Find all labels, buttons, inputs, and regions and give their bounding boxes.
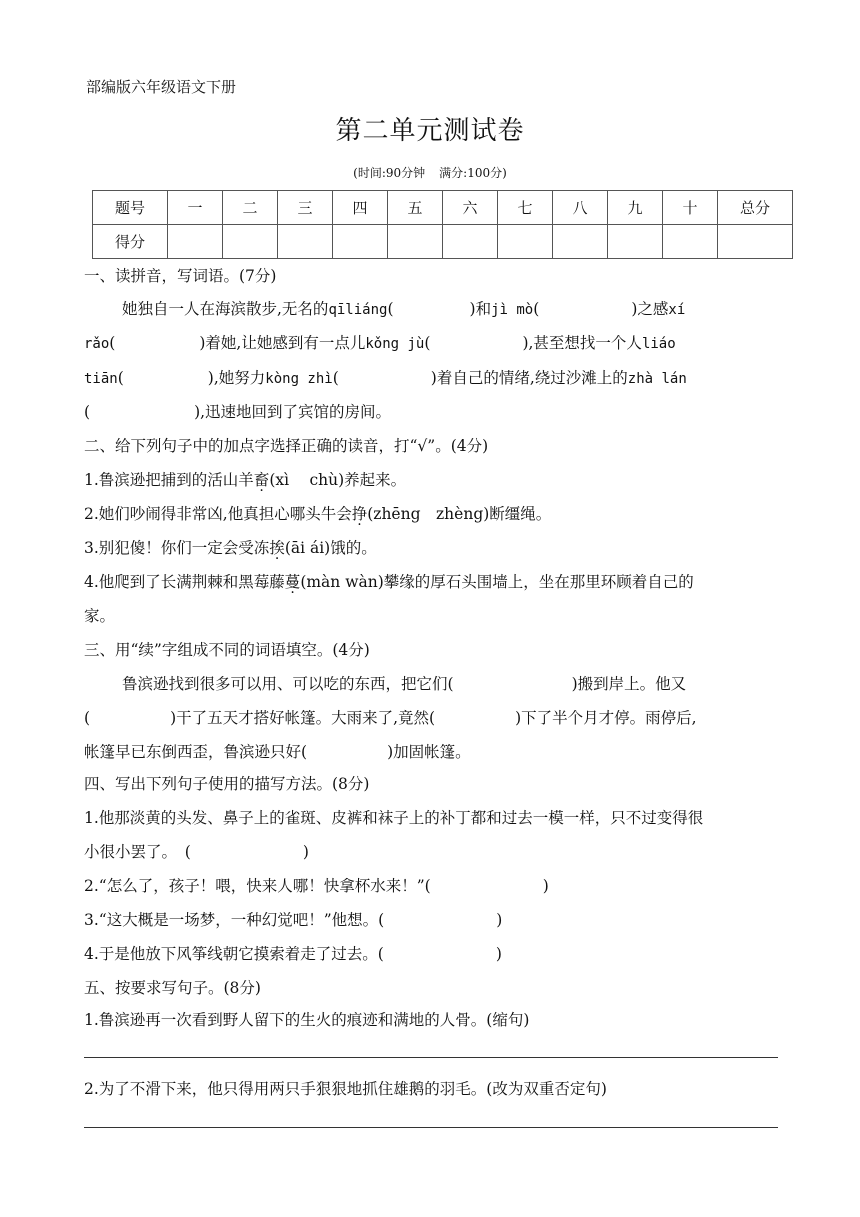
section3-line3: 帐篷早已东倒西歪，鲁滨逊只好( )加固帐篷。 [84, 743, 471, 761]
section4-item2: 2.“怎么了，孩子！喂，快来人哪！快拿杯水来！”( ) [84, 877, 549, 895]
page-title: 第二单元测试卷 [335, 116, 525, 146]
section2-item3: 3.别犯傻！你们一定会受冻挨(āi ái)饿的。 [84, 539, 377, 557]
score-cell[interactable] [223, 225, 278, 259]
pinyin: kǒng jù [365, 336, 425, 352]
score-table-header-row [93, 191, 793, 225]
section4-item1-cont: 小很小罢了。 ( ) [84, 843, 309, 861]
score-table-cell: 二 [223, 191, 278, 225]
section3-heading: 三、用“续”字组成不同的词语填空。(4分) [84, 641, 370, 659]
score-table-cell: 九 [608, 191, 663, 225]
pinyin: tiān [84, 371, 118, 387]
section2-item4: 4.他爬到了长满荆棘和黑莓藤蔓(màn wàn)攀缘的厚石头围墙上，坐在那里环顾着自己的 [84, 573, 694, 591]
score-cell[interactable] [718, 225, 793, 259]
score-table-cell: 题号 [93, 191, 168, 225]
score-table-cell: 总分 [718, 191, 793, 225]
pinyin: qīliáng [328, 302, 388, 318]
section5-heading: 五、按要求写句子。(8分) [84, 979, 261, 997]
section1-line4: ( ),迅速地回到了宾馆的房间。 [84, 403, 392, 421]
section2-item1: 1.鲁滨逊把捕到的活山羊畜(xì chù)养起来。 [84, 471, 407, 489]
score-cell[interactable] [663, 225, 718, 259]
dotted-char: 挣 [351, 505, 368, 523]
dotted-char: 蔓 [284, 573, 301, 591]
answer-line[interactable] [84, 1057, 778, 1058]
score-cell[interactable] [278, 225, 333, 259]
score-cell[interactable] [608, 225, 663, 259]
score-table-score-row [93, 225, 793, 259]
section4-item4: 4.于是他放下风筝线朝它摸索着走了过去。( ) [84, 945, 502, 963]
pinyin: liáo [641, 336, 676, 352]
section4-item1: 1.他那淡黄的头发、鼻子上的雀斑、皮裤和袜子上的补丁都和过去一模一样，只不过变得很 [84, 809, 704, 827]
pinyin: kòng zhì [265, 371, 333, 387]
dotted-char: 畜 [253, 471, 270, 489]
score-table-cell: 三 [278, 191, 333, 225]
pinyin: zhà lán [627, 371, 687, 387]
full-score: 满分:100分) [439, 166, 507, 180]
section1-line1: 她独自一人在海滨散步,无名的qīliáng( )和jì mò( )之感xí [122, 300, 686, 318]
score-cell[interactable] [333, 225, 388, 259]
exam-info [0, 164, 860, 181]
section3-line1: 鲁滨逊找到很多可以用、可以吃的东西，把它们( )搬到岸上。他又 [122, 675, 687, 693]
section1-line2: rǎo( )着她,让她感到有一点儿kǒng jù( ),甚至想找一个人liáo [84, 334, 676, 352]
score-table-cell: 八 [553, 191, 608, 225]
score-cell[interactable] [553, 225, 608, 259]
score-cell[interactable] [168, 225, 223, 259]
pinyin: xí [668, 302, 686, 318]
score-cell[interactable] [388, 225, 443, 259]
score-cell[interactable] [498, 225, 553, 259]
score-row-label: 得分 [93, 225, 168, 259]
answer-line[interactable] [84, 1127, 778, 1128]
section1-heading: 一、读拼音，写词语。(7分) [84, 267, 277, 285]
score-table-cell: 五 [388, 191, 443, 225]
score-cell[interactable] [443, 225, 498, 259]
score-table-cell: 一 [168, 191, 223, 225]
section5-item1: 1.鲁滨逊再一次看到野人留下的生火的痕迹和满地的人骨。(缩句) [84, 1011, 530, 1029]
section4-item3: 3.“这大概是一场梦，一种幻觉吧！”他想。( ) [84, 911, 503, 929]
score-table-cell: 十 [663, 191, 718, 225]
section1-line3: tiān( ),她努力kòng zhì( )着自己的情绪,绕过沙滩上的zhà lán [84, 369, 687, 387]
section4-heading: 四、写出下列句子使用的描写方法。(8分) [84, 775, 370, 793]
section5-item2: 2.为了不滑下来，他只得用两只手狠狠地抓住雄鹅的羽毛。(改为双重否定句) [84, 1080, 607, 1098]
time-limit: (时间:90分钟 [353, 166, 426, 180]
pinyin: rǎo [84, 336, 110, 352]
section2-heading: 二、给下列句子中的加点字选择正确的读音，打“√”。(4分) [84, 437, 489, 455]
pinyin: jì mò [491, 302, 534, 318]
section3-line2: ( )干了五天才搭好帐篷。大雨来了,竟然( )下了半个月才停。雨停后, [84, 709, 697, 727]
grade-note: 部编版六年级语文下册 [86, 78, 237, 96]
section2-item2: 2.她们吵闹得非常凶,他真担心哪头牛会挣(zhēng zhèng)断缰绳。 [84, 505, 552, 523]
score-table [92, 190, 793, 259]
score-table-cell: 七 [498, 191, 553, 225]
score-table-cell: 六 [443, 191, 498, 225]
section2-item4-cont: 家。 [84, 607, 116, 625]
score-table-cell: 四 [333, 191, 388, 225]
dotted-char: 挨 [269, 539, 285, 557]
